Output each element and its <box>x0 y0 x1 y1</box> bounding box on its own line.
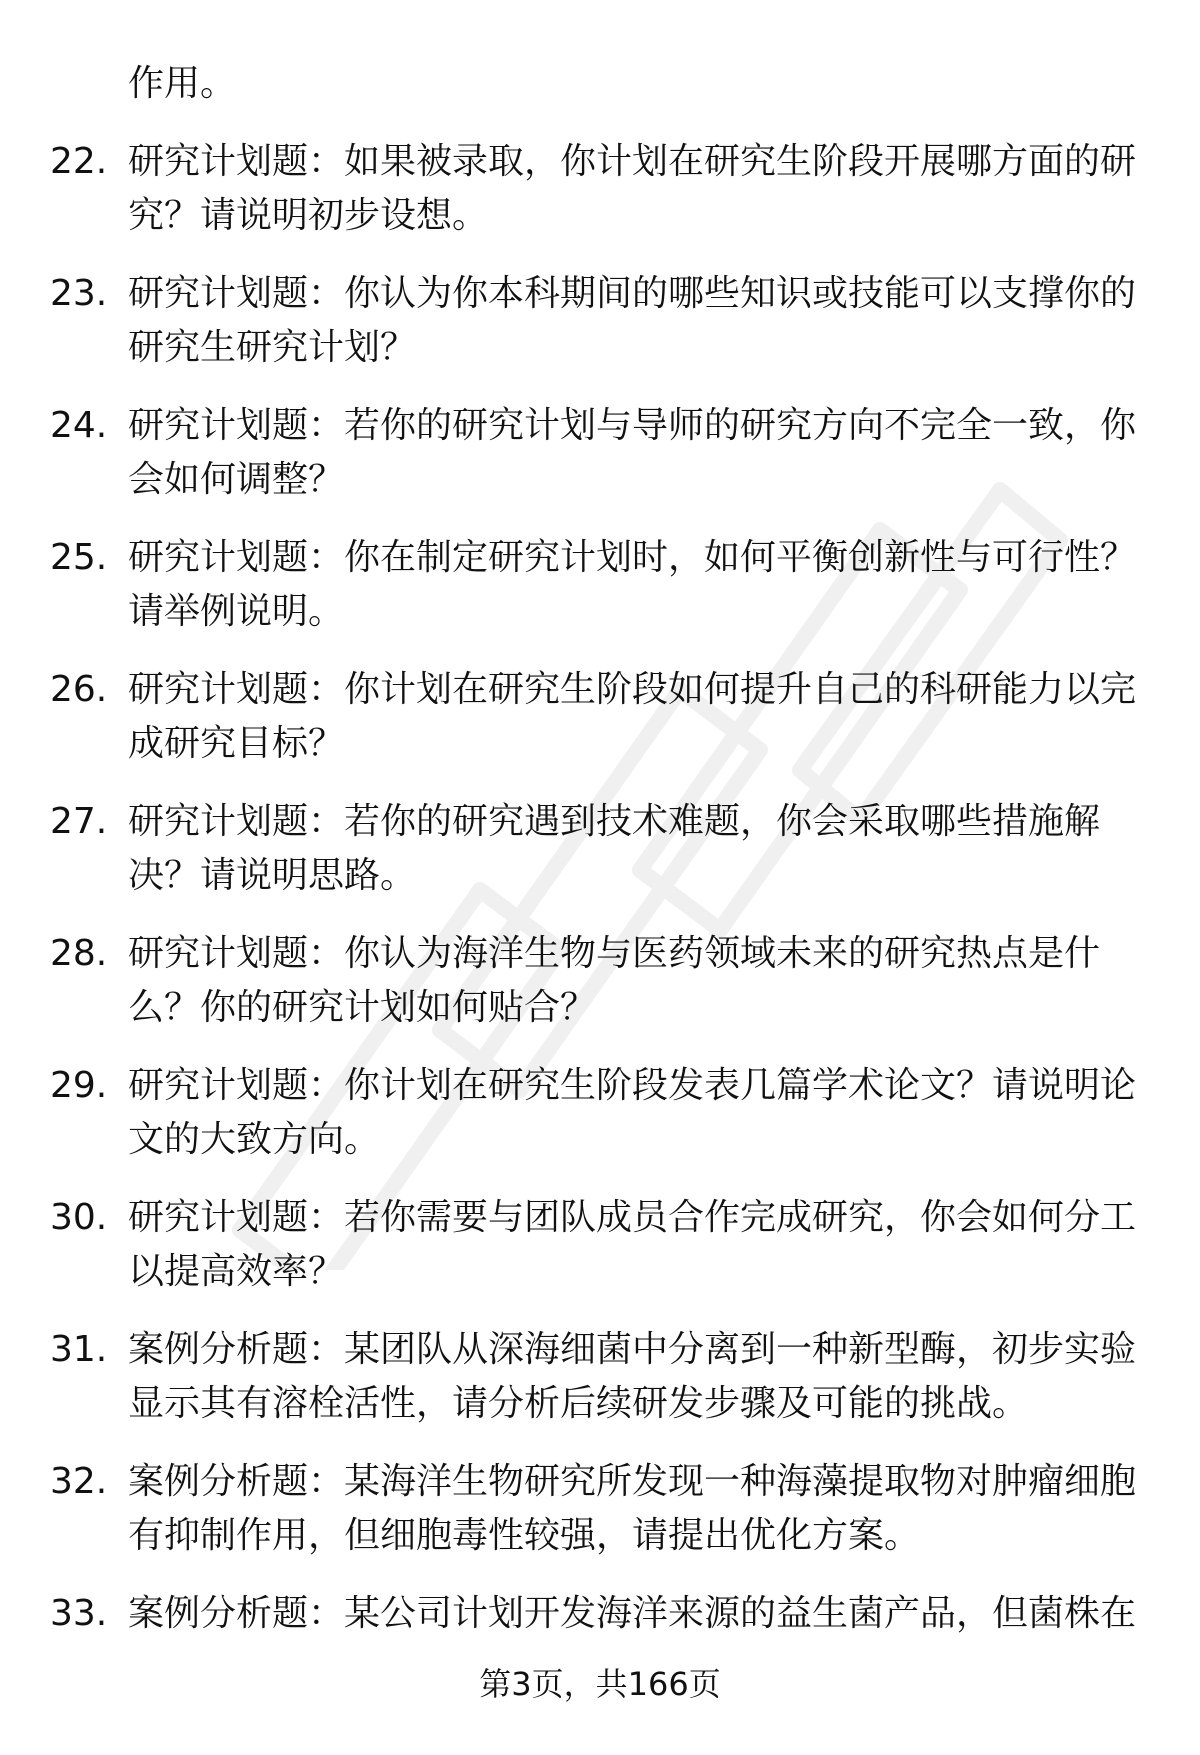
question-number: 33. <box>50 1593 108 1634</box>
list-item <box>50 795 1150 927</box>
question-text: 案例分析题：某公司计划开发海洋来源的益生菌产品，但菌株在 <box>128 1593 1137 1634</box>
list-item <box>50 1323 1150 1455</box>
question-number: 30. <box>50 1197 108 1238</box>
list-item <box>50 135 1150 267</box>
page-footer: 第3页，共166页 <box>479 1665 721 1703</box>
question-number: 31. <box>50 1329 108 1370</box>
question-text: 案例分析题：某团队从深海细菌中分离到一种新型酶，初步实验显示其有溶栓活性，请分析后续研发步骤及可能的挑战。 <box>128 1329 1137 1424</box>
question-text: 研究计划题：你计划在研究生阶段如何提升自己的科研能力以完成研究目标？ <box>128 669 1137 764</box>
question-text: 研究计划题：你计划在研究生阶段发表几篇学术论文？请说明论文的大致方向。 <box>128 1065 1137 1160</box>
question-number: 26. <box>50 669 108 710</box>
list-item <box>50 1191 1150 1323</box>
list-item <box>50 267 1150 399</box>
question-text: 研究计划题：如果被录取，你计划在研究生阶段开展哪方面的研究？请说明初步设想。 <box>128 141 1137 236</box>
question-number: 24. <box>50 405 108 446</box>
question-list <box>50 135 1150 1719</box>
question-text: 研究计划题：若你需要与团队成员合作完成研究，你会如何分工以提高效率？ <box>128 1197 1137 1292</box>
list-item <box>50 399 1150 531</box>
list-item <box>50 1059 1150 1191</box>
continued-text: 作用。 <box>128 63 237 104</box>
question-number: 29. <box>50 1065 108 1106</box>
question-number: 22. <box>50 141 108 182</box>
list-item <box>50 531 1150 663</box>
list-item <box>50 927 1150 1059</box>
question-number: 28. <box>50 933 108 974</box>
question-text: 研究计划题：若你的研究遇到技术难题，你会采取哪些措施解决？请说明思路。 <box>128 801 1101 896</box>
question-text: 研究计划题：若你的研究计划与导师的研究方向不完全一致，你会如何调整？ <box>128 405 1137 500</box>
question-number: 23. <box>50 273 108 314</box>
question-number: 25. <box>50 537 108 578</box>
question-number: 27. <box>50 801 108 842</box>
question-number: 32. <box>50 1461 108 1502</box>
question-text: 研究计划题：你认为海洋生物与医药领域未来的研究热点是什么？你的研究计划如何贴合？ <box>128 933 1101 1028</box>
question-text: 研究计划题：你在制定研究计划时，如何平衡创新性与可行性？请举例说明。 <box>128 537 1137 632</box>
question-text: 研究计划题：你认为你本科期间的哪些知识或技能可以支撑你的研究生研究计划？ <box>128 273 1137 368</box>
list-item <box>50 1455 1150 1587</box>
list-item <box>50 663 1150 795</box>
question-text: 案例分析题：某海洋生物研究所发现一种海藻提取物对肿瘤细胞有抑制作用，但细胞毒性较强，请提出优化方案。 <box>128 1461 1137 1556</box>
